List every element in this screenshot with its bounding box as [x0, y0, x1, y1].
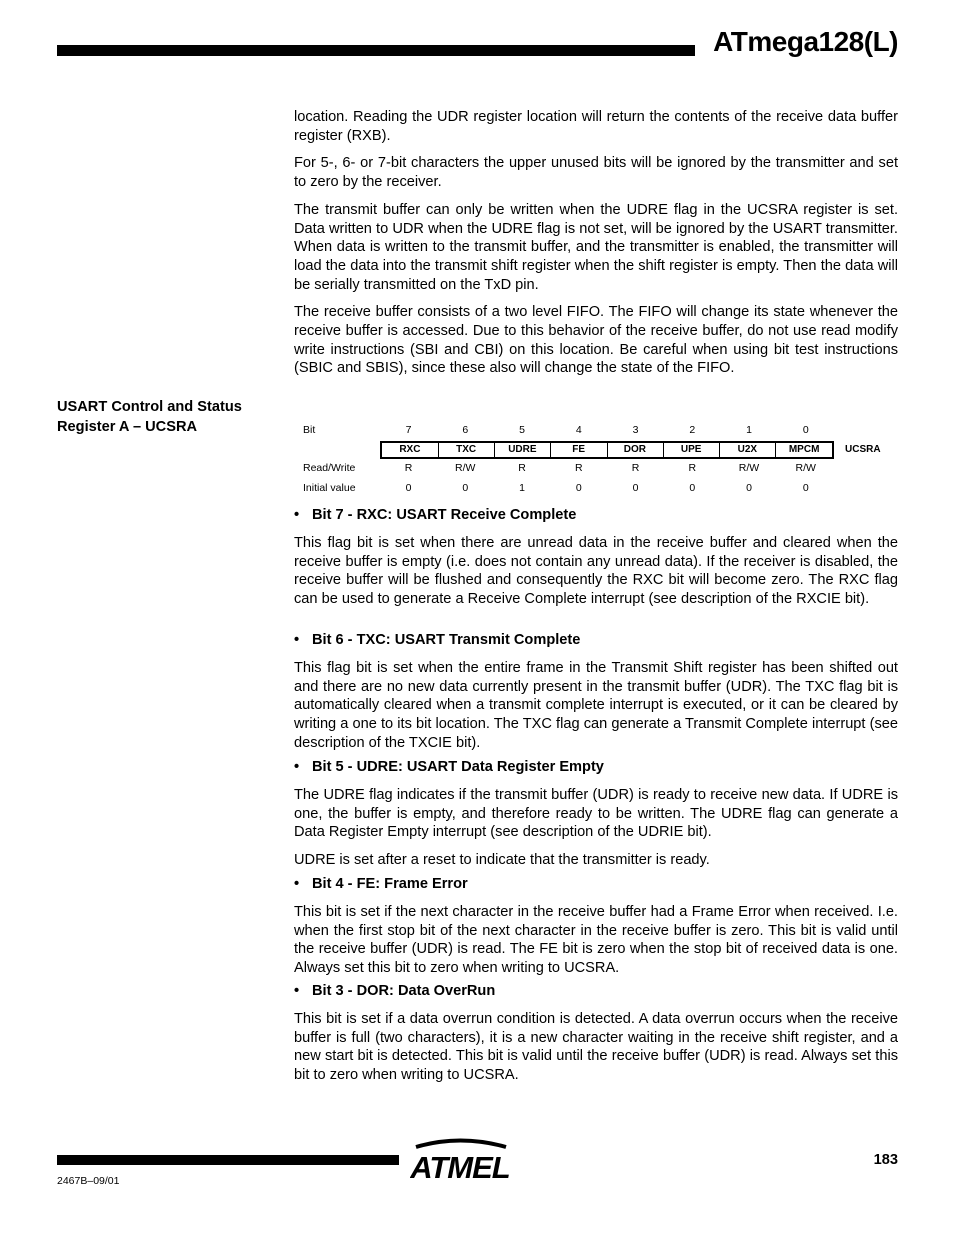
page-number: 183 — [873, 1152, 898, 1168]
register-name: UCSRA — [845, 444, 881, 455]
initial-value: 0 — [575, 482, 582, 494]
bit-number: 7 — [405, 424, 412, 436]
paragraph: The receive buffer consists of a two level FIFO. The FIFO will change its state whenever the receive buffer is accessed. Due to this behavior of the receive buffer, do not use read modify write instructions (SBI and CBI) on this location. Be careful when using bit test instructions (SBIC and SBIS), since these also will change the state of the FIFO. — [294, 304, 898, 377]
bit-number: 4 — [575, 424, 582, 436]
bit-number: 0 — [802, 424, 809, 436]
register-field: RXC — [382, 443, 439, 457]
paragraph: This bit is set if the next character in the receive buffer had a Frame Error when received. I.e. when the first stop bit of the next character in the receive buffer is zero. This bit is valid until the receive buffer (UDR) is read. The FE bit is zero when the stop bit of received data is one. Always set this bit to zero when writing to UCSRA. — [294, 904, 898, 977]
bit-number: 1 — [746, 424, 752, 436]
initial-value: 0 — [689, 482, 696, 494]
bit-heading: • Bit 7 - RXC: USART Receive Complete — [294, 507, 577, 523]
initial-value: 0 — [462, 482, 469, 494]
register-field: U2X — [720, 443, 777, 457]
initial-value: 0 — [802, 482, 809, 494]
bit-heading: • Bit 4 - FE: Frame Error — [294, 876, 468, 892]
initial-value: 0 — [405, 482, 412, 494]
svg-text:ATMEL: ATMEL — [410, 1150, 510, 1184]
paragraph: This flag bit is set when there are unread data in the receive buffer and cleared when the receive buffer is empty (i.e. does not contain any unread data). If the receiver is disabled, the receive buffer will be flushed and consequently the RXC bit will become zero. The RXC flag can be used to generate a Receive Complete interrupt (see description of the RXCIE bit). — [294, 535, 898, 608]
register-field: FE — [551, 443, 608, 457]
register-table — [294, 420, 898, 500]
register-field: UPE — [663, 443, 720, 457]
body-text-intro — [294, 108, 898, 378]
bit-heading: • Bit 6 - TXC: USART Transmit Complete — [294, 632, 581, 648]
access-value: R/W — [738, 462, 760, 474]
register-field-box — [380, 441, 834, 459]
paragraph: The UDRE flag indicates if the transmit buffer (UDR) is ready to receive new data. If UDRE is one, the buffer is empty, and therefore ready to be written. The UDRE flag can generate a Data Register Empty interrupt (see description of the UDRIE bit). — [294, 787, 898, 841]
access-value: R — [404, 462, 413, 474]
initial-value: 1 — [519, 482, 525, 494]
page-title: ATmega128(L) — [713, 26, 898, 57]
bit-heading: • Bit 5 - UDRE: USART Data Register Empty — [294, 759, 604, 775]
atmel-logo-icon — [410, 1138, 510, 1184]
register-field: UDRE — [495, 443, 552, 457]
access-value: R — [688, 462, 697, 474]
initial-value: 0 — [746, 482, 752, 494]
initial-value: 0 — [632, 482, 639, 494]
paragraph: This flag bit is set when the entire frame in the Transmit Shift register has been shifted out and there are no new data currently present in the transmit buffer (UDR). The TXC flag bit is automatically cleared when a transmit complete interrupt is executed, or it can be cleared by writing a one to its bit location. The TXC flag can generate a Transmit Complete interrupt (see description of the TXCIE bit). — [294, 660, 898, 751]
paragraph: For 5-, 6- or 7-bit characters the upper unused bits will be ignored by the transmitter and set to zero by the receiver. — [294, 155, 898, 191]
access-value: R — [518, 462, 526, 474]
initial-row-label: Initial value — [303, 482, 356, 494]
access-value: R/W — [455, 462, 476, 474]
header-rule — [57, 45, 695, 56]
footer-rule — [57, 1155, 399, 1165]
paragraph: UDRE is set after a reset to indicate that the transmitter is ready. — [294, 852, 710, 869]
paragraph: location. Reading the UDR register location will return the contents of the receive data buffer register (RXB). — [294, 109, 898, 144]
paragraph: This bit is set if a data overrun condition is detected. A data overrun occurs when the receive buffer is full (two characters), it is a new character waiting in the receive shift register, and a new start bit is detected. This bit is valid until the receive buffer (UDR) is read. Always set this bit to zero when writing to UCSRA. — [294, 1011, 898, 1084]
bit-number: 2 — [689, 424, 696, 436]
register-field: TXC — [438, 443, 495, 457]
access-value: R — [631, 462, 640, 474]
bit-row-label: Bit — [303, 424, 316, 436]
bit-number: 5 — [519, 424, 525, 436]
access-value: R/W — [795, 462, 816, 474]
bit-heading: • Bit 3 - DOR: Data OverRun — [294, 983, 496, 999]
bit-number: 6 — [462, 424, 469, 436]
register-field: MPCM — [788, 444, 820, 455]
register-field: DOR — [607, 443, 664, 457]
access-row-label: Read/Write — [303, 462, 356, 474]
section-heading: USART Control and Status Register A – UCSRA — [57, 399, 242, 435]
document-code: 2467B–09/01 — [57, 1175, 120, 1187]
bit-number: 3 — [632, 424, 639, 436]
paragraph: The transmit buffer can only be written when the UDRE flag in the UCSRA register is set. Data written to UDR when the UDRE flag is not set, will be ignored by the USART transmitter. When data is written to the transmit buffer, and the transmitter is enabled, the transmitter will load the data into the transmit shift register when the shift register is empty. Then the data will be serially transmitted on the TxD pin. — [294, 201, 898, 293]
access-value: R — [574, 462, 583, 474]
